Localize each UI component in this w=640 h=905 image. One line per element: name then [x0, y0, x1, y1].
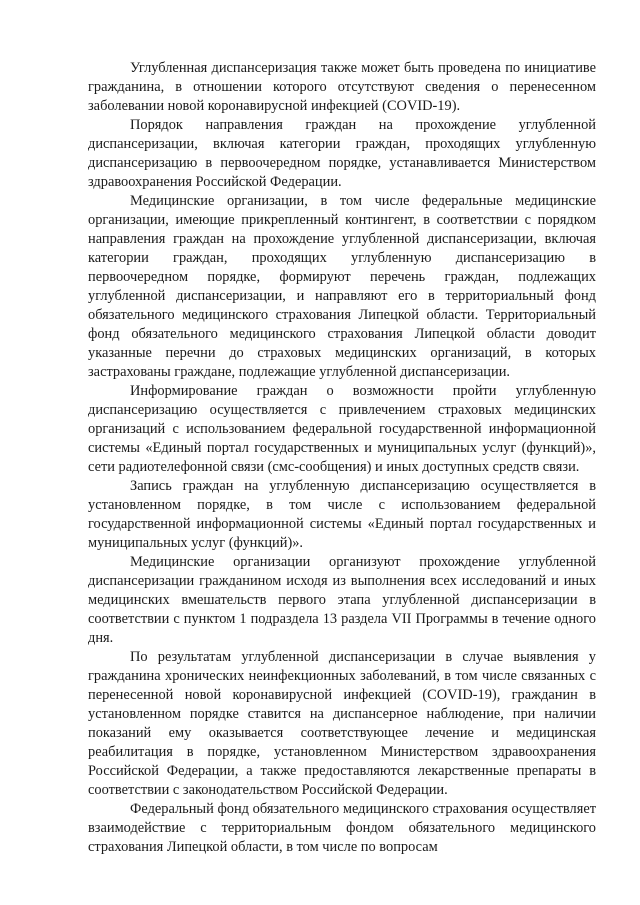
paragraph-appointment-booking: Запись граждан на углубленную диспансеризацию осуществляется в установленном порядке, в том числе с использованием федеральной государственной информационной системы «Единый портал государственных и муниципальных услуг (функций)».: [88, 478, 596, 551]
paragraph-one-day-examination: Медицинские организации организуют прохождение углубленной диспансеризации гражданином исходя из выполнения всех исследований и иных медицинских вмешательств первого этапа углубленной диспансеризации в соответствии с пунктом 1 подраздела 13 раздела VII Программы в течение одного дня.: [88, 554, 596, 646]
paragraph-voluntary-initiative: Углубленная диспансеризация также может быть проведена по инициативе гражданина, в отношении которого отсутствуют сведения о перенесенном заболевании новой коронавирусной инфекцией (COVID-19).: [88, 60, 596, 114]
paragraph-referral-procedure: Порядок направления граждан на прохождение углубленной диспансеризации, включая категории граждан, проходящих углубленную диспансеризацию в первоочередном порядке, устанавливается Министерством здравоохранения Российской Федерации.: [88, 117, 596, 190]
paragraph-federal-fund-interaction: Федеральный фонд обязательного медицинского страхования осуществляет взаимодействие с территориальным фондом обязательного медицинского страхования Липецкой области, в том числе по вопросам: [88, 801, 596, 855]
paragraph-medical-organizations-lists: Медицинские организации, в том числе федеральные медицинские организации, имеющие прикрепленный контингент, в соответствии с порядком направления граждан на прохождение углубленной диспансеризации, включая категории граждан, проходящих углубленную диспансеризацию в первоочередном порядке, формируют перечень граждан, подлежащих углубленной диспансеризации, и направляют его в территориальный фонд обязательного медицинского страхования Липецкой области. Территориальный фонд обязательного медицинского страхования Липецкой области доводит указанные перечни до страховых медицинских организаций, в которых застрахованы граждане, подлежащие углубленной диспансеризации.: [88, 193, 596, 380]
paragraph-informing-citizens: Информирование граждан о возможности пройти углубленную диспансеризацию осуществляется с привлечением страховых медицинских организаций с использованием федеральной государственной информационной системы «Единый портал государственных и муниципальных услуг (функций)», сети радиотелефонной связи (смс-сообщения) и иных доступных средств связи.: [88, 383, 596, 475]
document-page: [88, 59, 596, 857]
paragraph-results-follow-up: По результатам углубленной диспансеризации в случае выявления у гражданина хронических неинфекционных заболеваний, в том числе связанных с перенесенной новой коронавирусной инфекцией (COVID-19), гражданин в установленном порядке ставится на диспансерное наблюдение, при наличии показаний ему оказывается соответствующее лечение и медицинская реабилитация в порядке, установленном Министерством здравоохранения Российской Федерации, а также предоставляются лекарственные препараты в соответствии с законодательством Российской Федерации.: [88, 649, 596, 798]
